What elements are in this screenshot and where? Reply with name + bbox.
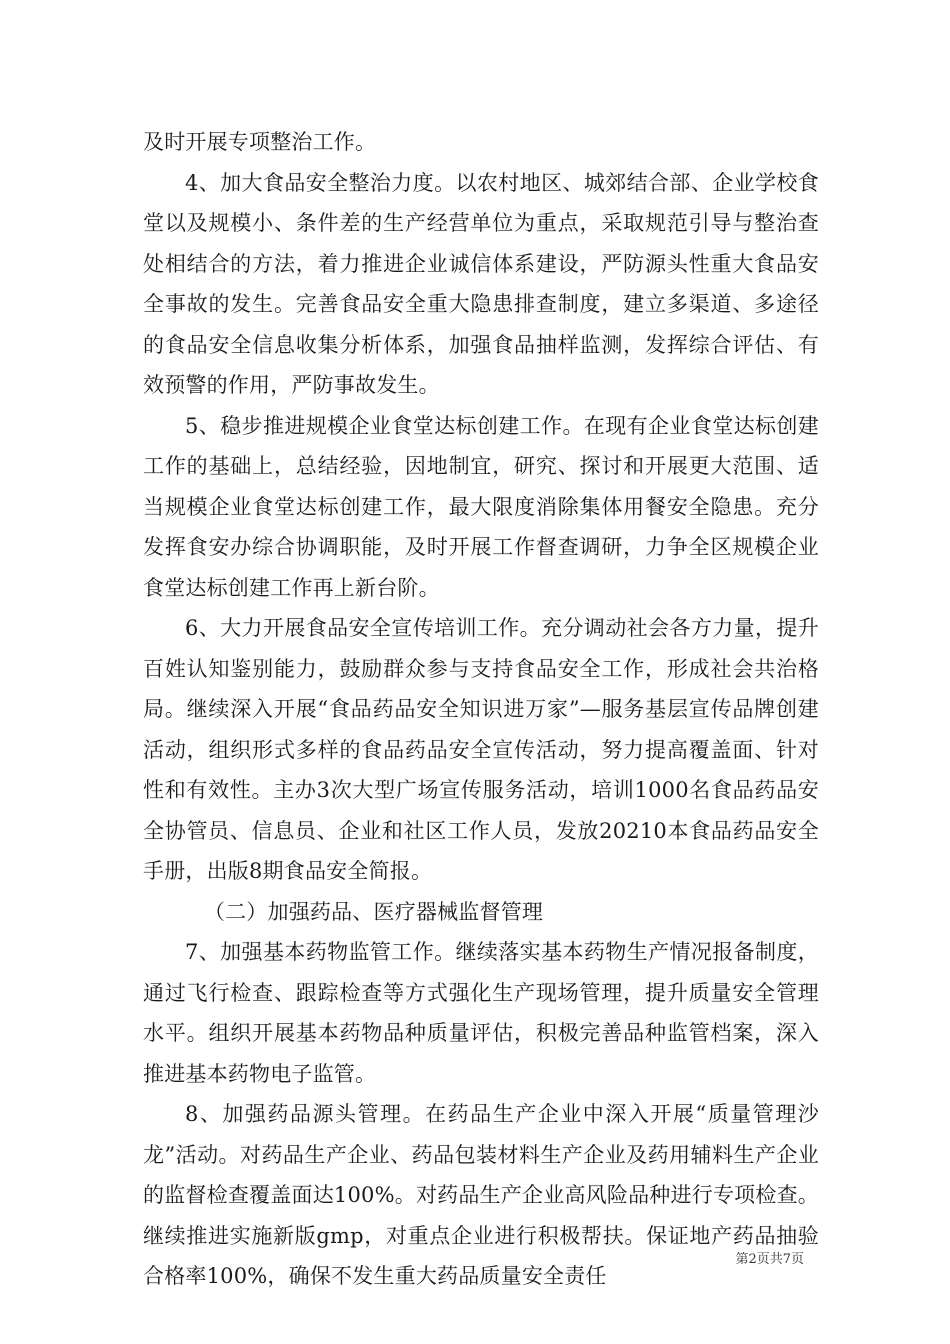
- paragraph-item-7: 7、加强基本药物监管工作。继续落实基本药物生产情况报备制度，通过飞行检查、跟踪检查等方式强化生产现场管理，提升质量安全管理水平。组织开展基本药物品种质量评估，积极完善品种监管档案，深入推进基本药物电子监管。: [143, 940, 819, 1086]
- document-body: [143, 122, 819, 1297]
- section-heading-2: （二）加强药品、医疗器械监督管理: [203, 899, 544, 924]
- paragraph-item-4: 4、加大食品安全整治力度。以农村地区、城郊结合部、企业学校食堂以及规模小、条件差的生产经营单位为重点，采取规范引导与整治查处相结合的方法，着力推进企业诚信体系建设，严防源头性重大食品安全事故的发生。完善食品安全重大隐患排查制度，建立多渠道、多途径的食品安全信息收集分析体系，加强食品抽样监测，发挥综合评估、有效预警的作用，严防事故发生。: [143, 170, 819, 397]
- page-number-footer: 第2页共7页: [735, 1252, 804, 1267]
- paragraph-item-8: 8、加强药品源头管理。在药品生产企业中深入开展“质量管理沙龙”活动。对药品生产企业、药品包装材料生产企业及药用辅料生产企业的监督检查覆盖面达100%。对药品生产企业高风险品种进行专项检查。继续推进实施新版gmp，对重点企业进行积极帮扶。保证地产药品抽验合格率100%，确保不发生重大药品质量安全责任: [143, 1102, 819, 1288]
- paragraph-item-5: 5、稳步推进规模企业食堂达标创建工作。在现有企业食堂达标创建工作的基础上，总结经验，因地制宜，研究、探讨和开展更大范围、适当规模企业食堂达标创建工作，最大限度消除集体用餐安全隐患。充分发挥食安办综合协调职能，及时开展工作督查调研，力争全区规模企业食堂达标创建工作再上新台阶。: [143, 413, 819, 600]
- paragraph-item-6: 6、大力开展食品安全宣传培训工作。充分调动社会各方力量，提升百姓认知鉴别能力，鼓励群众参与支持食品安全工作，形成社会共治格局。继续深入开展“食品药品安全知识进万家”—服务基层宣传品牌创建活动，组织形式多样的食品药品安全宣传活动，努力提高覆盖面、针对性和有效性。主办3次大型广场宣传服务活动，培训1000名食品药品安全协管员、信息员、企业和社区工作人员，发放20210本食品药品安全手册，出版8期食品安全简报。: [143, 616, 819, 883]
- paragraph-0: 及时开展专项整治工作。: [143, 130, 377, 154]
